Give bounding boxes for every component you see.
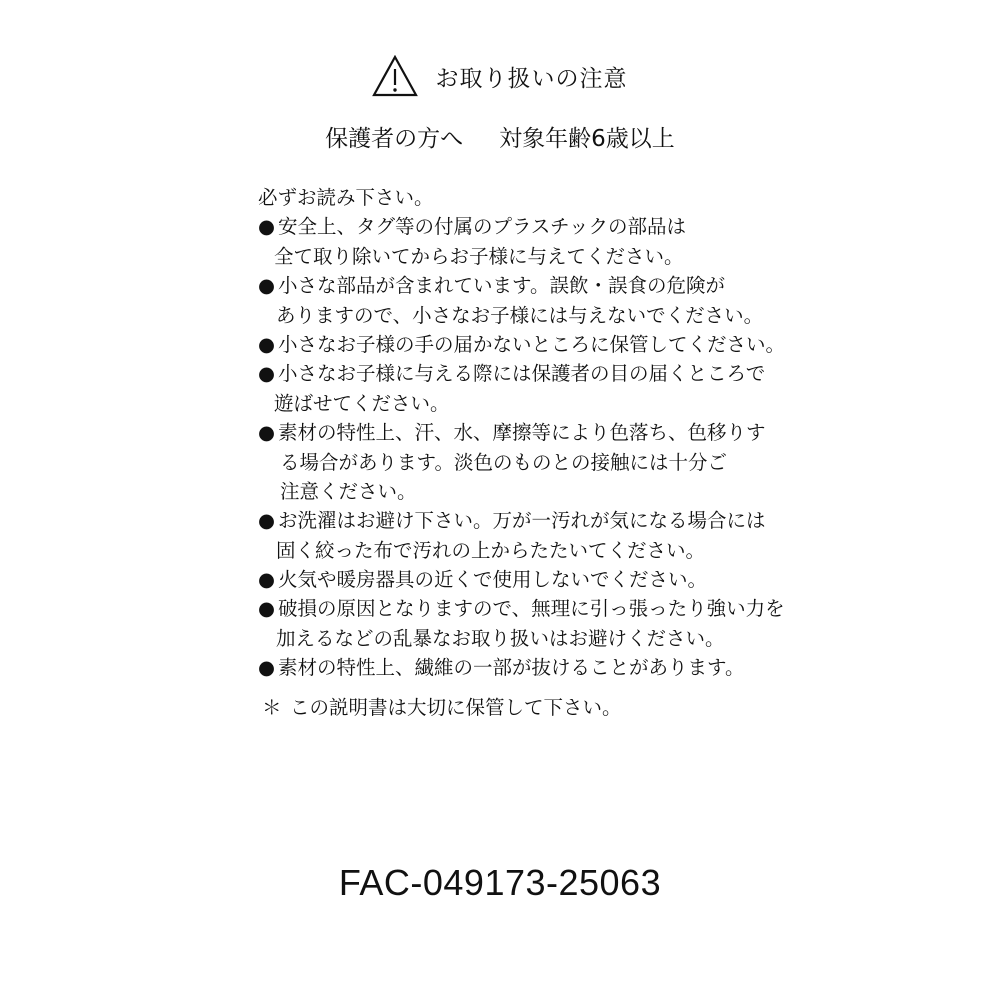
bullet-icon: ●: [258, 421, 276, 445]
list-item: [258, 330, 818, 359]
bullet-icon: ●: [258, 509, 276, 533]
list-item-text: 破損の原因となりますので、無理に引っ張ったり強い力を: [278, 597, 785, 621]
list-item: [258, 271, 818, 300]
bullet-icon: ●: [258, 274, 276, 298]
list-item: [258, 212, 818, 241]
list-item-text: 小さなお子様に与える際には保護者の目の届くところで: [278, 362, 766, 386]
audience-label: 保護者の方へ: [325, 126, 464, 152]
warning-triangle-icon: [372, 55, 418, 97]
page-title: お取り扱いの注意: [435, 65, 628, 92]
list-item-continuation: 全て取り除いてからお子様に与えてください。: [274, 244, 684, 268]
list-item-continuation: 加えるなどの乱暴なお取り扱いはお避けください。: [276, 626, 725, 650]
list-item-text: 小さなお子様の手の届かないところに保管してください。: [278, 332, 786, 356]
list-item-continuation: 固く絞った布で汚れの上からたたいてください。: [276, 538, 706, 562]
audience-line: [0, 120, 1000, 153]
list-item: [258, 359, 818, 388]
list-item-text: 素材の特性上、汗、水、摩擦等により色落ち、色移りす: [278, 421, 766, 445]
bullet-icon: ●: [258, 332, 276, 356]
list-item-text: 火気や暖房器具の近くで使用しないでください。: [278, 568, 708, 592]
list-item-continuation: 遊ばせてください。: [274, 391, 450, 415]
footnote-text: この説明書は大切に保管して下さい。: [290, 696, 622, 719]
bullet-icon: ●: [258, 215, 276, 239]
asterisk-icon: ＊: [262, 696, 282, 719]
list-item-text: お洗濯はお避け下さい。万が一汚れが気になる場合には: [278, 509, 766, 533]
bullet-icon: ●: [258, 597, 276, 621]
list-item-continuation: る場合があります。淡色のものとの接触には十分ご: [280, 450, 727, 474]
footnote: [262, 692, 622, 720]
list-item-text: 安全上、タグ等の付属のプラスチックの部品は: [278, 215, 686, 239]
caution-list: [258, 183, 818, 683]
caution-header: [0, 55, 1000, 105]
list-item-text: 小さな部品が含まれています。誤飲・誤食の危険が: [278, 274, 725, 298]
list-item: [258, 418, 818, 447]
list-item-continuation: ありますので、小さなお子様には与えないでください。: [276, 303, 764, 327]
list-item-continuation: 注意ください。: [280, 479, 417, 503]
bullet-icon: ●: [258, 568, 276, 592]
bullet-icon: ●: [258, 362, 276, 386]
intro-text: 必ずお読み下さい。: [258, 186, 434, 209]
bullet-icon: ●: [258, 656, 276, 680]
list-item: [258, 594, 818, 623]
age-notice: 対象年齢6歳以上: [499, 126, 675, 152]
list-item-text: 素材の特性上、繊維の一部が抜けることがあります。: [278, 656, 745, 680]
list-item: [258, 565, 818, 594]
product-code: FAC-049173-25063: [338, 862, 662, 903]
list-item: [258, 506, 818, 535]
list-item: [258, 653, 818, 682]
